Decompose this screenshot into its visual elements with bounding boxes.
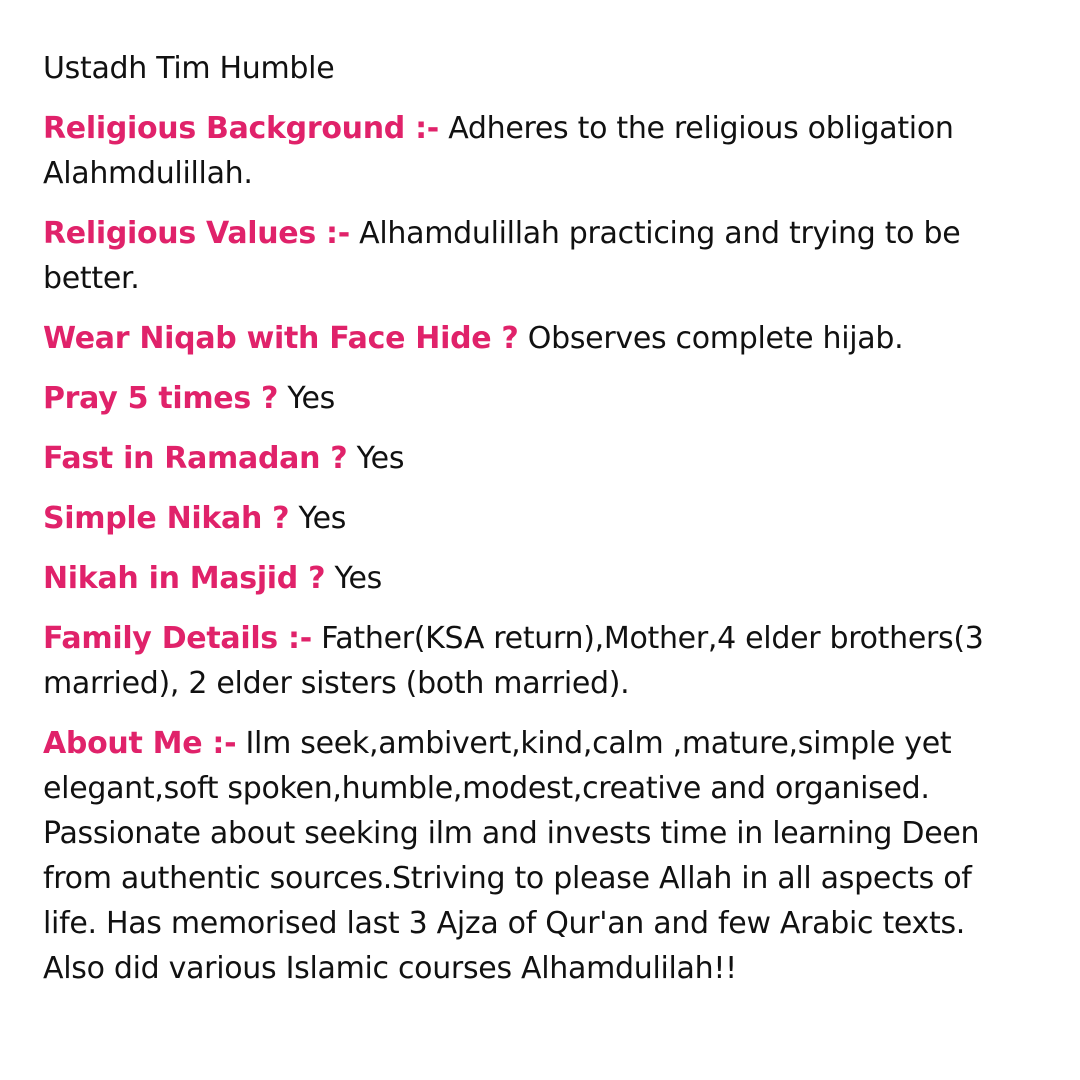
row-label: Simple Nikah ?: [43, 501, 290, 536]
row-fast: [43, 436, 1033, 481]
row-label: About Me :-: [43, 726, 237, 761]
row-value: Father(KSA return),Mother,4 elder brothers(3 married), 2 elder sisters (both married).: [43, 621, 984, 701]
row-value: Yes: [287, 381, 335, 416]
row-value: Ilm seek,ambivert,kind,calm ,mature,simple yet elegant,soft spoken,humble,modest,creative and organised. Passionate about seeking ilm and invests time in learning Deen from authentic sources.Striving to please Allah in all aspects of life. Has memorised last 3 Ajza of Qur'an and few Arabic texts. Also did various Islamic courses Alhamdulilah!!: [43, 726, 980, 986]
row-label: Wear Niqab with Face Hide ?: [43, 321, 519, 356]
intro-line: Ustadh Tim Humble: [43, 51, 335, 86]
row-religious-background: [43, 106, 1033, 196]
row-value: Observes complete hijab.: [527, 321, 904, 356]
row-value: Adheres to the religious obligation Alahmdulillah.: [43, 111, 954, 191]
row-religious-values: [43, 211, 1033, 301]
row-nikah-masjid: [43, 556, 1033, 601]
row-niqab: [43, 316, 1033, 361]
row-label: Family Details :-: [43, 621, 312, 656]
profile-document: [43, 46, 1033, 1006]
row-value: Yes: [298, 501, 347, 536]
row-label: Religious Values :-: [43, 216, 350, 251]
row-label: Nikah in Masjid ?: [43, 561, 326, 596]
row-pray: [43, 376, 1033, 421]
row-value: Yes: [334, 561, 382, 596]
row-value: Alhamdulillah practicing and trying to be better.: [43, 216, 961, 296]
row-simple-nikah: [43, 496, 1033, 541]
row-value: Yes: [356, 441, 405, 476]
row-about-me: [43, 721, 1033, 991]
row-label: Religious Background :-: [43, 111, 439, 146]
row-family-details: [43, 616, 1033, 706]
row-label: Pray 5 times ?: [43, 381, 279, 416]
row-label: Fast in Ramadan ?: [43, 441, 348, 476]
